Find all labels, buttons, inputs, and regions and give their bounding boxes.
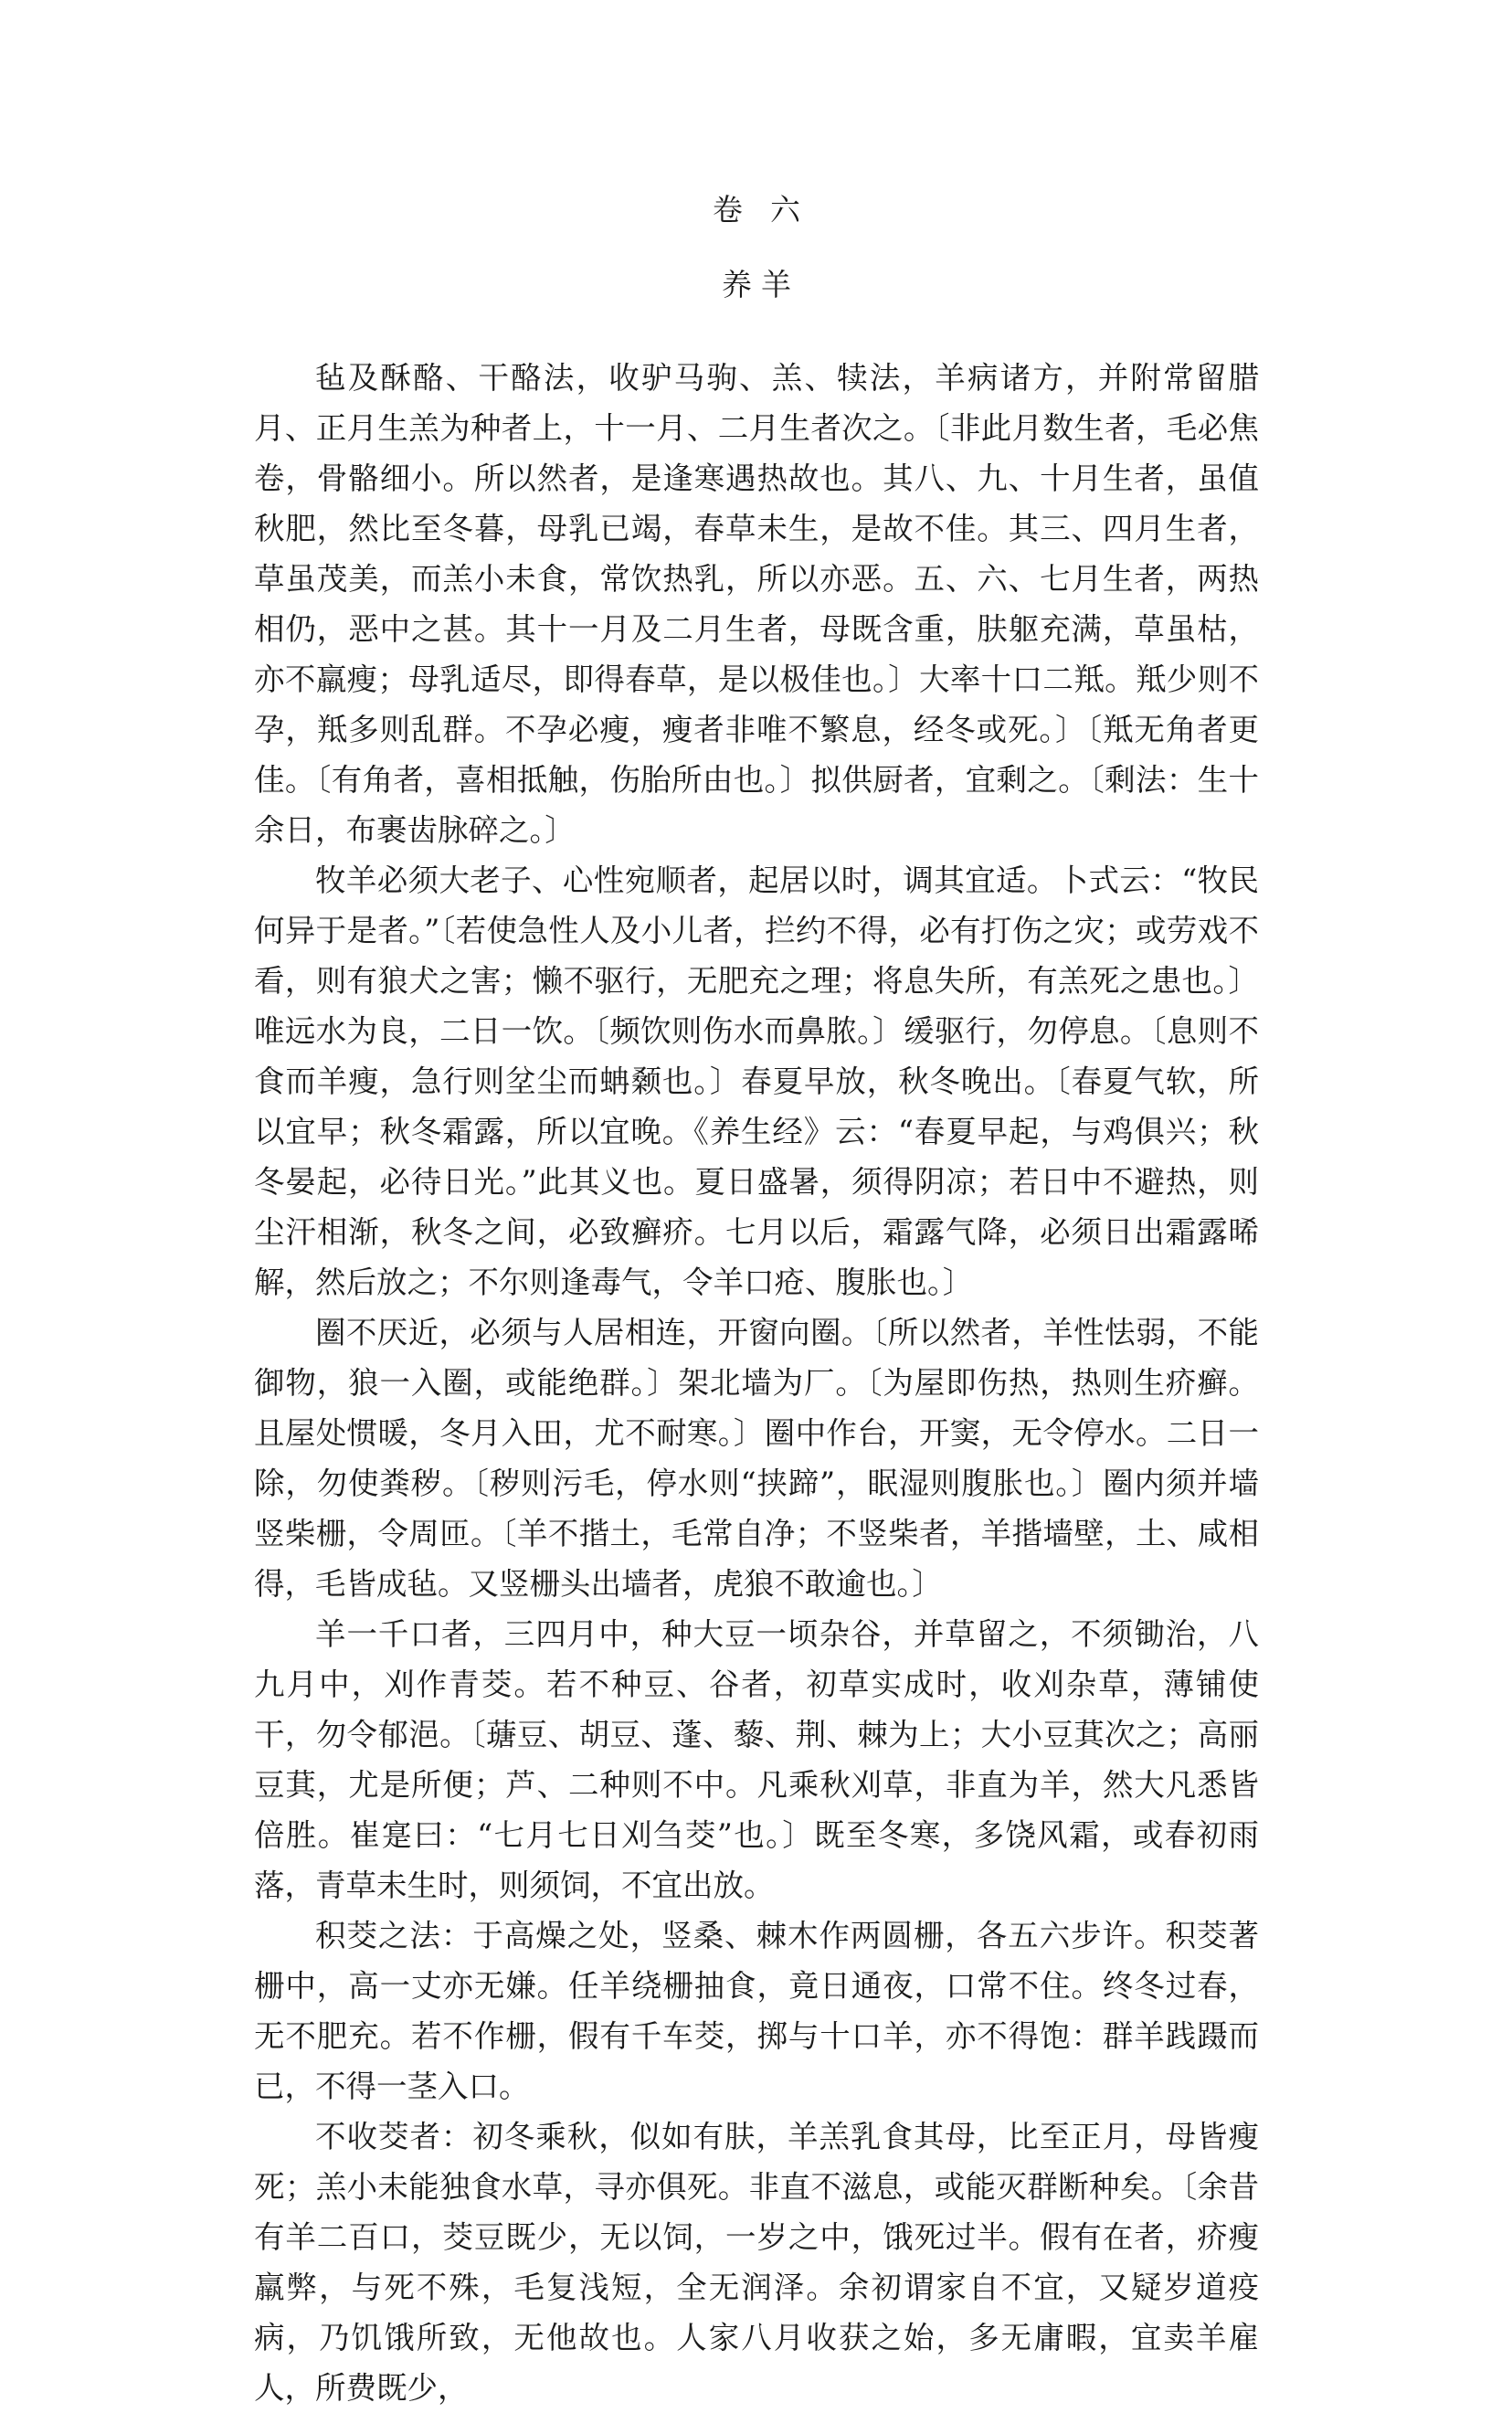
paragraph: 羊一千口者，三四月中，种大豆一顷杂谷，并草留之，不须锄治，八九月中，刈作青茭。若不种豆、谷者，初草实成时，收刈杂草，薄铺使干，勿令郁浥。〔䕋豆、胡豆、蓬、藜、荆、棘为上；大小豆萁次之；高丽豆萁，尤是所便；芦、二种则不中。凡乘秋刈草，非直为羊，然大凡悉皆倍胜。崔寔曰：“七月七日刈刍茭”也。〕既至冬寒，多饶风霜，或春初雨落，青草未生时，则须饲，不宜出放。 xyxy=(254,1616,1259,1903)
paragraph: 毡及酥酪、干酪法，收驴马驹、羔、犊法，羊病诸方，并附常留腊月、正月生羔为种者上，十一月、二月生者次之。〔非此月数生者，毛必焦卷，骨骼细小。所以然者，是逢寒遇热故也。其八、九、十月生者，虽值秋肥，然比至冬暮，母乳已竭，春草未生，是故不佳。其三、四月生者，草虽茂美，而羔小未食，常饮热乳，所以亦恶。五、六、七月生者，两热相仍，恶中之甚。其十一月及二月生者，母既含重，肤躯充满，草虽枯，亦不羸瘦；母乳适尽，即得春草，是以极佳也。〕大率十口二羝。羝少则不孕，羝多则乱群。不孕必瘦，瘦者非唯不繁息，经冬或死。〕〔羝无角者更佳。〔有角者，喜相抵触，伤胎所由也。〕拟供厨者，宜剩之。〔剩法：生十余日，布裹齿脉碎之。〕 xyxy=(254,360,1259,848)
body-text xyxy=(254,353,1259,2413)
paragraph: 不收茭者：初冬乘秋，似如有肤，羊羔乳食其母，比至正月，母皆瘦死；羔小未能独食水草，寻亦俱死。非直不滋息，或能灭群断种矣。〔余昔有羊二百口，茭豆既少，无以饲，一岁之中，饿死过半。假有在者，疥瘦羸弊，与死不殊，毛复浅短，全无润泽。余初谓家自不宜，又疑岁道疫病，乃饥饿所致，无他故也。人家八月收获之始，多无庸暇，宜卖羊雇人，所费既少， xyxy=(254,2119,1259,2406)
paragraph: 积茭之法：于高燥之处，竖桑、棘木作两圆栅，各五六步许。积茭著栅中，高一丈亦无嫌。任羊绕栅抽食，竟日通夜，口常不住。终冬过春，无不肥充。若不作栅，假有千车茭，掷与十口羊，亦不得饱：群羊践蹑而已，不得一茎入口。 xyxy=(254,1918,1259,2104)
document-page xyxy=(254,183,1259,2413)
paragraph: 圈不厌近，必须与人居相连，开窗向圈。〔所以然者，羊性怯弱，不能御物，狼一入圈，或能绝群。〕架北墙为厂。〔为屋即伤热，热则生疥癣。且屋处惯暖，冬月入田，尤不耐寒。〕圈中作台，开窦，无令停水。二日一除，勿使粪秽。〔秽则污毛，停水则“挟蹄”，眠湿则腹胀也。〕圈内须并墙竖柴栅，令周匝。〔羊不揩土，毛常自净；不竖柴者，羊揩墙壁，土、咸相得，毛皆成毡。又竖栅头出墙者，虎狼不敢逾也。〕 xyxy=(254,1315,1259,1602)
paragraph: 牧羊必须大老子、心性宛顺者，起居以时，调其宜适。卜式云：“牧民何异于是者。”〔若使急性人及小儿者，拦约不得，必有打伤之灾；或劳戏不看，则有狼犬之害；懒不驱行，无肥充之理；将息失所，有羔死之患也。〕唯远水为良，二日一饮。〔频饮则伤水而鼻脓。〕缓驱行，勿停息。〔息则不食而羊瘦，急行则坌尘而蚺颡也。〕春夏早放，秋冬晚出。〔春夏气软，所以宜早；秋冬霜露，所以宜晚。《养生经》云：“春夏早起，与鸡俱兴；秋冬晏起，必待日光。”此其义也。夏日盛暑，须得阴凉；若日中不避热，则尘汗相渐，秋冬之间，必致癣疥。七月以后，霜露气降，必须日出霜露晞解，然后放之；不尔则逢毒气，令羊口疮、腹胀也。〕 xyxy=(254,863,1259,1300)
section-title: 养羊 xyxy=(722,267,800,302)
chapter-title: 卷六 xyxy=(713,192,828,228)
